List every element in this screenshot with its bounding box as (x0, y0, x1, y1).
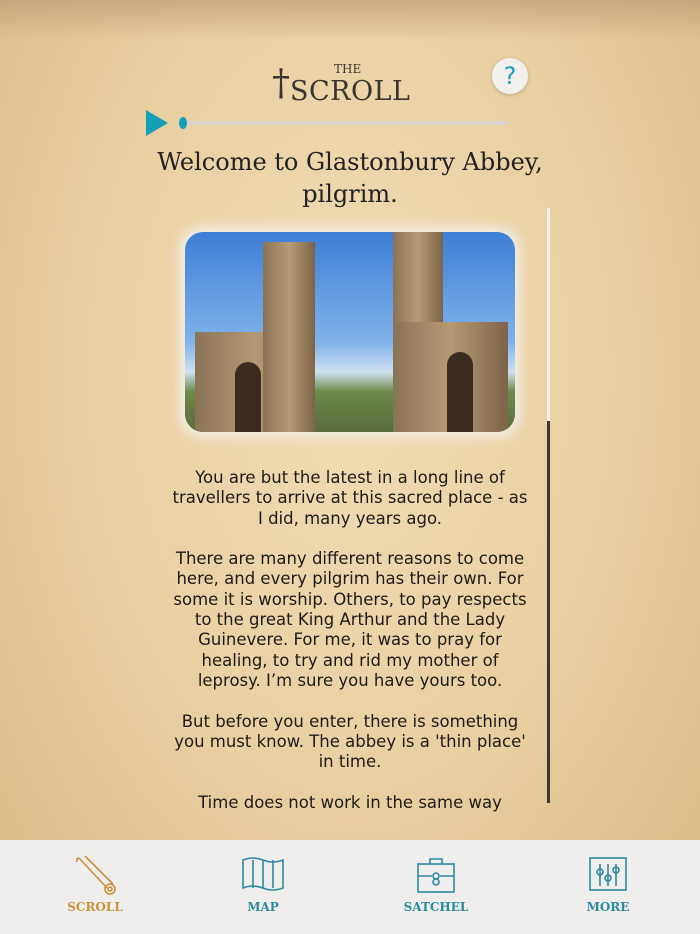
tab-map[interactable] (203, 840, 323, 934)
paragraph: Time does not work in the same way (198, 792, 502, 812)
narrative-text (170, 468, 530, 833)
tab-label: SCROLL (67, 900, 123, 914)
abbey-photo (185, 232, 515, 432)
paragraph: But before you enter, there is something you must know. The abbey is a 'thin place' in time. (174, 711, 526, 772)
audio-progress-track[interactable] (183, 121, 508, 125)
map-icon (241, 854, 285, 896)
help-button[interactable]: ? (492, 58, 528, 94)
logo-the: THE (334, 62, 362, 76)
satchel-icon (414, 854, 458, 896)
paragraph: There are many different reasons to come here, and every pilgrim has their own. For some it is worship. Others, to pay respects to the great King Arthur and the Lady Guinevere. For me, it was to pray for healing, to try and rid my mother of leprosy. I’m sure you have yours too. (173, 549, 527, 690)
paragraph: You are but the latest in a long line of travellers to arrive at this sacred place - as I did, many years ago. (172, 468, 528, 528)
tab-bar (0, 840, 700, 934)
play-button[interactable] (146, 110, 168, 136)
audio-progress-knob[interactable] (179, 117, 187, 129)
logo-scroll: SCROLL (290, 76, 411, 107)
tab-label: SATCHEL (403, 900, 469, 914)
tab-more[interactable] (548, 840, 668, 934)
tab-scroll[interactable] (35, 840, 155, 934)
app-logo (272, 62, 412, 106)
tab-label: MORE (586, 900, 630, 914)
scroll-icon (73, 854, 117, 896)
tab-satchel[interactable] (376, 840, 496, 934)
page-title: Welcome to Glastonbury Abbey, pilgrim. (157, 148, 543, 208)
top-shade (0, 0, 700, 40)
scrollbar-thumb[interactable] (547, 421, 550, 803)
tab-label: MAP (247, 900, 279, 914)
cross-icon: † (272, 63, 290, 104)
scrollbar-track[interactable] (547, 208, 550, 421)
sliders-icon (586, 854, 630, 896)
